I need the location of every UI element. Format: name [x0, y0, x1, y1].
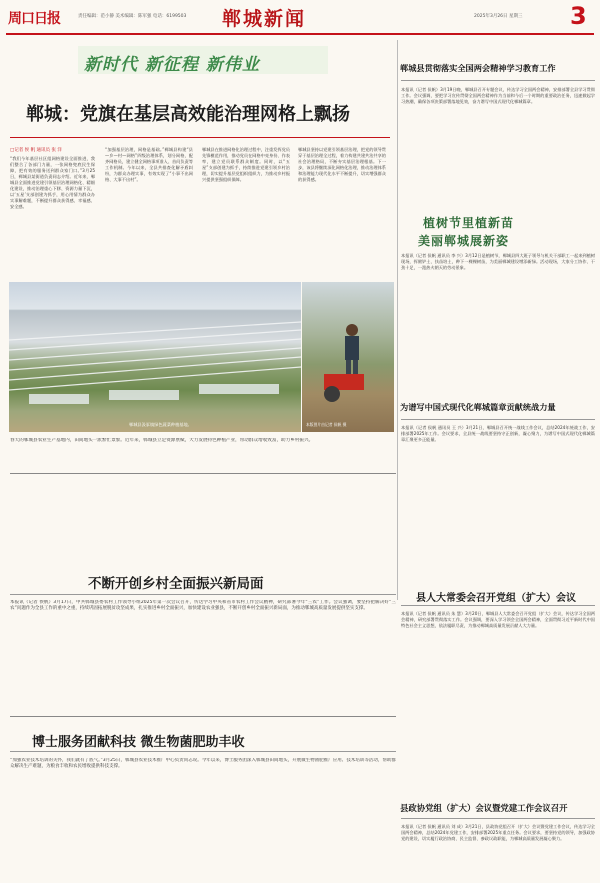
power-divider: [401, 419, 595, 420]
lead-text-col3: 郸城县在推进网格化治理过程中，注重发挥党员先锋模范作用，推动党员在网格中亮身份、作表率，建立党员联系群众制度。同时，以“五星”支部创建为抓手，持续推进党建引领乡村治理，切实提升基层党组织组织力，为推动乡村振兴提供坚强组织保障。: [202, 147, 290, 182]
photo-caption: 郸城县汲冢镇绿色蔬菜种植基地。: [129, 422, 192, 427]
date-line: 2025年3月26日 星期三: [474, 14, 523, 19]
farmer-figure: [302, 282, 394, 432]
cppcc-headline: 县政协党组（扩大）会议暨党建工作会议召开: [400, 803, 568, 813]
masthead-rule: [6, 33, 594, 35]
power-text: 本报讯（记者 侯帆 通讯员 王 兴）3月21日，郸城县召开统一战线工作会议，总结2024年统战工作，安排部署2025年工作。会议要求，全县统一战线要坚持守正创新，凝心聚力，为谱写中国式现代化郸城篇章汇聚更多正能量。: [401, 425, 595, 442]
photo-caption-text: 春天的郸城县农业生产基地内，田间地头一派繁忙景象。近年来，郸城县立足资源禀赋，大力发展特色种植产业，带动群众增收致富，助力乡村振兴。: [10, 438, 314, 443]
lead-text-col2: “加强基层治理，网格是基础。”郸城县构建“县—乡—村—网格”四级治理体系，划分网格，配齐网格员，建立健全网格事项准入、首问负责等工作机制。今年以来，全县共排查化解矛盾纠纷，为群众办理实事，有效实现了“小事不出网格、大事不出村”。: [105, 147, 193, 182]
lower-divider: [10, 716, 396, 717]
science-divider: [10, 751, 396, 752]
banner: [78, 46, 328, 74]
power-headline: 为谱写中国式现代化郸城篇章贡献统战力量: [400, 402, 556, 412]
section-divider: [10, 473, 396, 474]
cppcc-divider: [401, 818, 595, 819]
lead-text-col1: “我们今年基层社区组网格建设全面推进，我们整合了各部门力量，一张网格兜底民生保障，把有效的服务送到群众家门口。”3月25日，郸城县某街道负责同志介绍。近年来，郸城县全面推进党建引领基层治理网格化、精细化建设，推动治理重心下移、资源力量下沉，以‘五星’支部创建为抓手，用心用情为群众办实事解难题，不断提升群众获得感、幸福感、安全感。: [10, 156, 95, 209]
greenhouse-rows: [9, 282, 301, 432]
greenhouse-photo: [9, 282, 301, 432]
rural-text: 本报讯（记者 侯帆）3月17日，中共郸城县委农村工作领导小组2025年第一次会议召开，传达学习中央和省市农村工作会议精神，研究部署今年“三农”工作。会议强调，要坚持把解决好“三农”问题作为全县工作的重中之重，持续巩固拓展脱贫攻坚成果，扎实推进乡村全面振兴，加快建设农业强县，不断开创乡村全面振兴新局面，为推动郸城高质量发展提供坚实支撑。: [10, 600, 396, 612]
npc-headline: 县人大常委会召开党组（扩大）会议: [416, 593, 576, 604]
npc-text: 本报讯（记者 侯帆 通讯员 朱 慧）3月20日，郸城县人大常委会召开党组（扩大）会议，传达学习全国两会精神，研究部署贯彻落实工作。会议强调，要深入学习领会全国两会精神，全面贯彻习近平新时代中国特色社会主义思想，依法履职尽责，为推动郸城高质量发展贡献人大力量。: [401, 611, 595, 628]
lead-byline: □记者 侯 帆 通讯员 张 洋: [10, 148, 62, 153]
photo-credit: 本版图片由记者 侯帆 摄: [306, 422, 347, 427]
lead-headline: 郸城：党旗在基层高效能治理网格上飘扬: [26, 104, 350, 125]
editor-line: 责任编辑：范小静 美术编辑：陈军强 电话：6199503: [78, 14, 187, 19]
column-divider: [397, 40, 398, 600]
masthead: [0, 0, 600, 42]
farmer-photo: [302, 282, 394, 432]
meeting-text: 本报讯（记者 侯帆）3月19日晚，郸城县召开专题会议，传达学习全国两会精神，安排部署全县学习贯彻工作。会议强调，要把学习宣传贯彻全国两会精神作为当前和今后一个时期的重要政治任务，迅速掀起学习热潮，确保各项决策部署落地见效，奋力谱写中国式现代化郸城篇章。: [401, 87, 595, 104]
npc-divider: [401, 605, 595, 606]
meeting-headline: 郸城县贯彻落实全国两会精神学习教育工作: [400, 63, 556, 73]
meeting-divider: [401, 80, 595, 81]
lead-text-col4: 郸城县坚持以党建引领基层治理，把党的领导贯穿于基层治理全过程，着力构建共建共治共享的社会治理格局，不断夯实基层治理根基。下一步，该县将继续深化网格化治理，推动治理体系和治理能力现代化水平不断提升，切实增强群众的获得感。: [298, 147, 386, 182]
tree-text: 本报讯（记者 侯帆 通讯员 李 兴）3月12日是植树节，郸城县四大班子领导与机关干部职工一起来到植树现场，挥锹铲土、扶苗培土，种下一棵棵树苗，为美丽郸城建设增添新绿。活动现场，大家分工协作、干劲十足，一派热火朝天的劳动景象。: [401, 253, 595, 270]
page-number: 3: [570, 2, 587, 30]
cppcc-text: 本报讯（记者 侯帆 通讯员 刘 成）3月21日，县政协党组召开（扩大）会议暨党建工作会议，传达学习全国两会精神，总结2024年党建工作，安排部署2025年重点任务。会议要求，要坚持党的领导，加强政协党的建设，切实履行政治协商、民主监督、参政议政职能，为郸城高质量发展凝心聚力。: [401, 824, 595, 841]
science-headline: 博士服务团献科技 微生物菌肥助丰收: [32, 735, 245, 750]
paper-logo: 周口日报: [8, 11, 60, 27]
section-title: 郸城新闻: [222, 8, 307, 30]
tree-headline-1: 植树节里植新苗: [423, 216, 515, 230]
rural-headline: 不断开创乡村全面振兴新局面: [88, 576, 264, 592]
banner-slogan: 新时代 新征程 新伟业: [84, 55, 260, 75]
science-text: “加强农业技术培训的关怀，我们就有了底气。”3月25日，郸城县农业技术推广中心负责同志说。今年以来，博士服务团深入郸城县田间地头，开展微生物菌肥推广应用、技术培训等活动，帮助群众解决生产难题，为粮食丰收和农民增收提供科技支撑。: [10, 758, 396, 770]
tree-headline-2: 美丽郸城展新姿: [418, 234, 510, 248]
lead-divider: [10, 137, 390, 138]
rural-divider: [10, 594, 396, 595]
